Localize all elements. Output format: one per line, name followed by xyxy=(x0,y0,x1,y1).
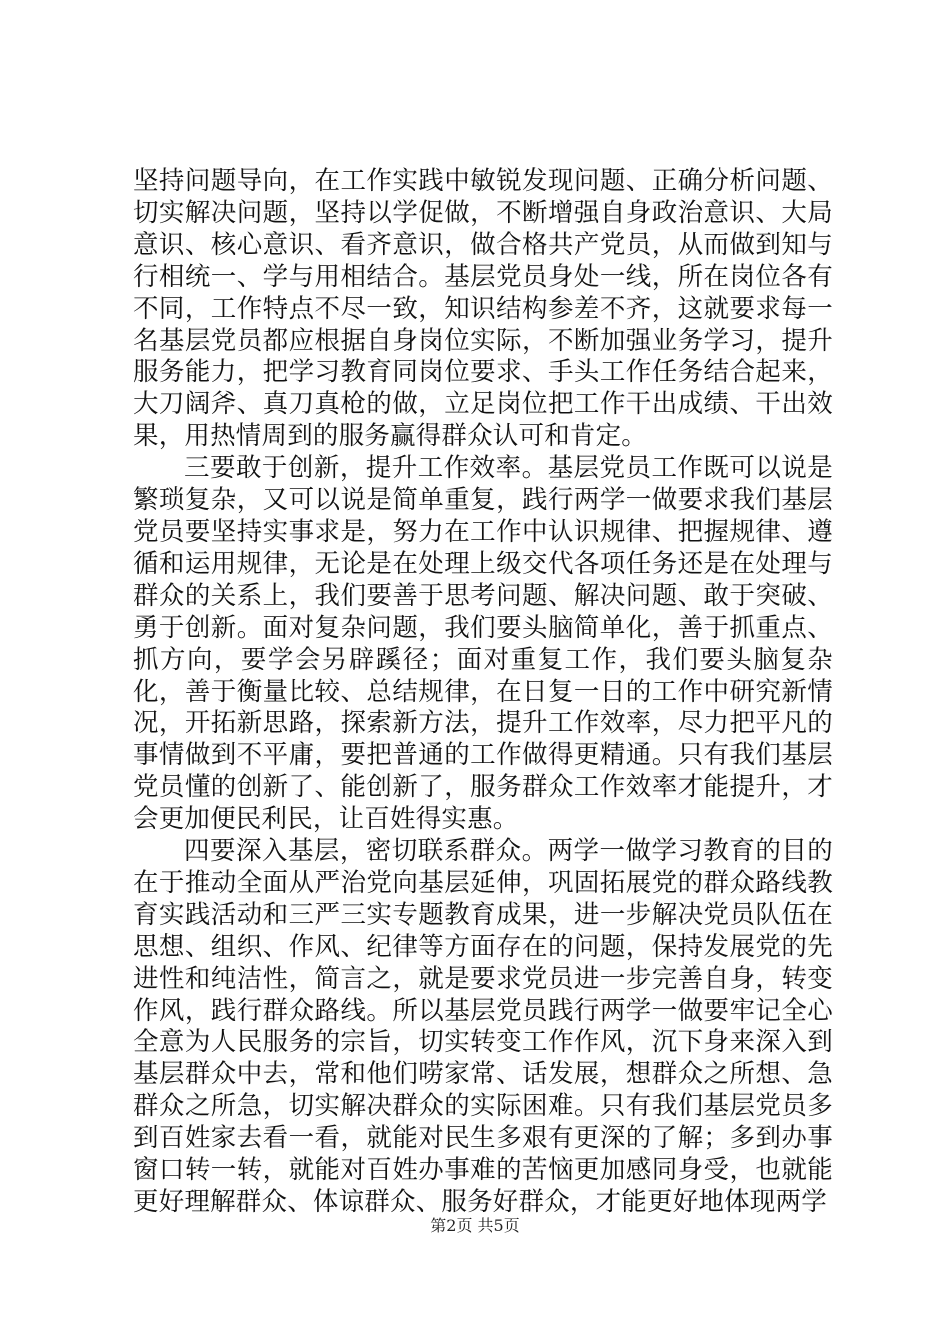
paragraph-grassroots: 四要深入基层，密切联系群众。两学一做学习教育的目的在于推动全面从严治党向基层延伸，巩固拓展党的群众路线教育实践活动和三严三实专题教育成果，进一步解决党员队伍在思想、组织、作风、纪律等方面存在的问题，保持发展党的先进性和纯洁性，简言之，就是要求党员进一步完善自身，转变作风，践行群众路线。所以基层党员践行两学一做要牢记全心全意为人民服务的宗旨，切实转变工作作风，沉下身来深入到基层群众中去，常和他们唠家常、话发展，想群众之所想、急群众之所急，切实解决群众的实际困难。只有我们基层党员多到百姓家去看一看，就能对民生多艰有更深的了解；多到办事窗口转一转，就能对百姓办事难的苦恼更加感同身受，也就能更好理解群众、体谅群众、服务好群众，才能更好地体现两学 xyxy=(133,836,833,1217)
paragraph-innovation: 三要敢于创新，提升工作效率。基层党员工作既可以说是繁琐复杂，又可以说是简单重复，践行两学一做要求我们基层党员要坚持实事求是，努力在工作中认识规律、把握规律、遵循和运用规律，无论是在处理上级交代各项任务还是在处理与群众的关系上，我们要善于思考问题、解决问题、敢于突破、勇于创新。面对复杂问题，我们要头脑简单化，善于抓重点、抓方向，要学会另辟蹊径；面对重复工作，我们要头脑复杂化，善于衡量比较、总结规律，在日复一日的工作中研究新情况，开拓新思路，探索新方法，提升工作效率，尽力把平凡的事情做到不平庸，要把普通的工作做得更精通。只有我们基层党员懂的创新了、能创新了，服务群众工作效率才能提升，才会更加便民利民，让百姓得实惠。 xyxy=(133,453,833,835)
page-number-footer: 第2页 共5页 xyxy=(430,1216,520,1235)
document-body xyxy=(133,166,833,1219)
paragraph-continuation: 坚持问题导向，在工作实践中敏锐发现问题、正确分析问题、切实解决问题，坚持以学促做，不断增强自身政治意识、大局意识、核心意识、看齐意识，做合格共产党员，从而做到知与行相统一、学与用相结合。基层党员身处一线，所在岗位各有不同，工作特点不尽一致，知识结构参差不齐，这就要求每一名基层党员都应根据自身岗位实际，不断加强业务学习，提升服务能力，把学习教育同岗位要求、手头工作任务结合起来，大刀阔斧、真刀真枪的做，立足岗位把工作干出成绩、干出效果，用热情周到的服务赢得群众认可和肯定。 xyxy=(133,166,833,452)
